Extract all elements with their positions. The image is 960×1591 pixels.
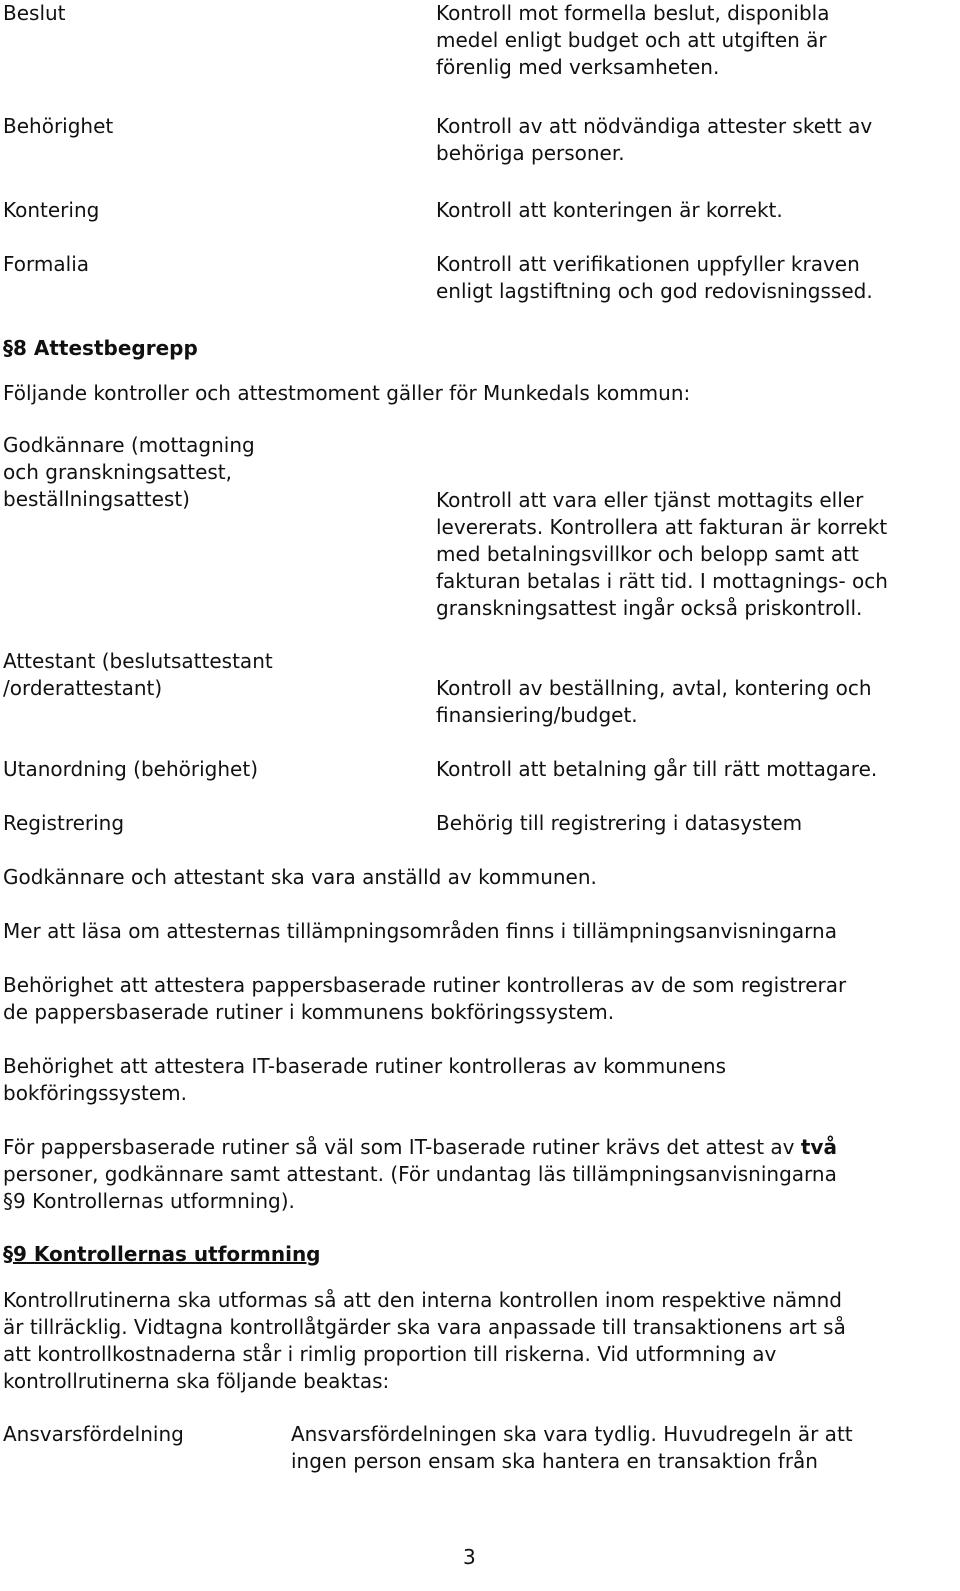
paragraph-it-baserade: Behörighet att attestera IT-baserade rutiner kontrolleras av kommunens bokföringssystem. xyxy=(3,1054,726,1105)
desc-behorighet: Kontroll av att nödvändiga attester skett av behöriga personer. xyxy=(436,114,873,165)
term-ansvarsfordelning: Ansvarsfördelning xyxy=(3,1422,184,1446)
desc-kontering: Kontroll att konteringen är korrekt. xyxy=(436,198,783,222)
desc-godkannare: Kontroll att vara eller tjänst mottagits eller levererats. Kontrollera att fakturan är korrekt med betalningsvillkor och belopp samt att fakturan betalas i rätt tid. I mottagnings- och granskningsattest ingår också priskontroll. xyxy=(436,488,888,620)
desc-registrering: Behörig till registrering i datasystem xyxy=(436,811,803,835)
section-sign: § xyxy=(3,336,13,360)
term-attestant: Attestant (beslutsattestant /orderattestant) xyxy=(3,649,273,700)
term-kontering: Kontering xyxy=(3,198,100,222)
desc-ansvarsfordelning: Ansvarsfördelningen ska vara tydlig. Huvudregeln är att ingen person ensam ska hantera en transaktion från xyxy=(291,1422,853,1473)
term-formalia: Formalia xyxy=(3,252,90,276)
term-registrering: Registrering xyxy=(3,811,125,835)
desc-formalia: Kontroll att verifikationen uppfyller kraven enligt lagstiftning och god redovisningssed. xyxy=(436,252,873,303)
paragraph-anstalld: Godkännare och attestant ska vara anställd av kommunen. xyxy=(3,865,597,889)
desc-attestant: Kontroll av beställning, avtal, kontering och finansiering/budget. xyxy=(436,676,872,727)
term-godkannare: Godkännare (mottagning och granskningsattest, beställningsattest) xyxy=(3,433,255,511)
section-9-body: Kontrollrutinerna ska utformas så att den interna kontrollen inom respektive nämnd är tillräcklig. Vidtagna kontrollåtgärder ska vara anpassade till transaktionens art så att kontrollkostnaderna står i rimlig proportion till riskerna. Vid utformning av kontrollrutinerna ska följande beaktas: xyxy=(3,1288,846,1393)
paragraph-tva-personer: För pappersbaserade rutiner så väl som IT-baserade rutiner krävs det attest av två personer, godkännare samt attestant. (För undantag läs tillämpningsanvisningarna §9 Kontrollernas utformning). xyxy=(3,1135,837,1213)
section-8-intro: Följande kontroller och attestmoment gäller för Munkedals kommun: xyxy=(3,381,691,405)
section-sign: § xyxy=(3,1242,13,1266)
term-beslut: Beslut xyxy=(3,1,66,25)
term-utanordning: Utanordning (behörighet) xyxy=(3,757,258,781)
paragraph-tillampningsanvisningar: Mer att läsa om attesternas tillämpningsområden finns i tillämpningsanvisningarna xyxy=(3,919,837,943)
desc-beslut: Kontroll mot formella beslut, disponibla medel enligt budget och att utgiften är förenlig med verksamheten. xyxy=(436,1,830,79)
section-9-heading: §9 Kontrollernas utformning xyxy=(3,1242,321,1266)
section-8-heading: §8 Attestbegrepp xyxy=(3,336,198,360)
section-sign: § xyxy=(3,1189,13,1213)
page-number: 3 xyxy=(463,1545,476,1569)
paragraph-pappersbaserade: Behörighet att attestera pappersbaserade rutiner kontrolleras av de som registrerar de pappersbaserade rutiner i kommunens bokföringssystem. xyxy=(3,973,847,1024)
desc-utanordning: Kontroll att betalning går till rätt mottagare. xyxy=(436,757,878,781)
term-behorighet: Behörighet xyxy=(3,114,114,138)
